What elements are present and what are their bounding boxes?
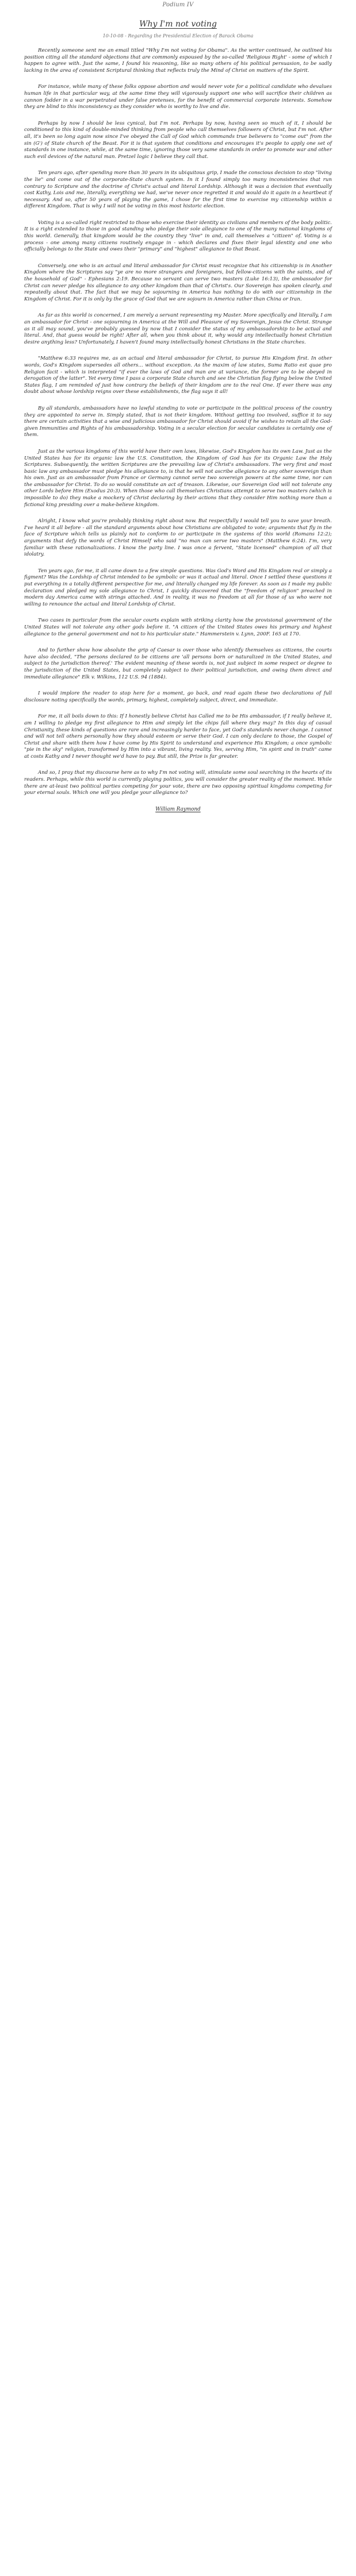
site-title: Podium IV bbox=[162, 2, 194, 8]
paragraph: As far as this world is concerned, I am merely a servant representing my Master. More specifically and literally, I am an ambassador for Christ - one sojourning in America at the Will and Pleasure of my Sovereign, Jesus the Christ. Strange as it all may sound, you've probably guessed by now that I consider the status of my ambassadorship to be actual and literal. And, that guess would be right! After all, when you think about it, why would any intellectually honest Christian desire anything less? Unfortunately, I haven't found many intellectually honest Christians in the State churches. bbox=[24, 313, 332, 345]
paragraph: Alright, I know what you're probably thinking right about now. But respectfully I would tell you to save your breath. I've heard it all before - all the standard arguments about how Christians are obligated to vote; arguments that fly in the face of Scripture which tells us plainly not to conform to or participate in the systems of this world (Romans 12:2); arguments that defy the words of Christ Himself who said "no man can serve two masters" (Matthew 6:24). I'm, very familiar with these rationalizations. I know the party line. I was once a fervent, "State licensed" champion of all that idolatry. bbox=[24, 518, 332, 558]
paragraph: And so, I pray that my discourse here as to why I'm not voting will, stimulate some soul searching in the hearts of its readers. Perhaps, while this world is currently playing politics, you will consider the greater reality of the moment. While there are at-least two political parties competing for your vote, there are two opposing spiritual kingdoms competing for your eternal souls. Which one will you pledge your allegiance to? bbox=[24, 770, 332, 796]
paragraph: For instance, while many of these folks oppose abortion and would never vote for a political candidate who devalues human life in that particular way, at the same time they will vigorously support one who will sacrifice their children as cannon fodder in a war perpetrated under false pretenses, for the benefit of commercial corporate interests. Somehow they are blind to this inconsistency as they consider who is worthy to live and die. bbox=[24, 84, 332, 110]
paragraph: Conversely, one who is an actual and literal ambassador for Christ must recognize that his citizenship is in Another Kingdom where the Scriptures say "ye are no more strangers and foreigners, but fellow-citizens with the saints, and of the household of God" - Ephesians 2:19. Because no servant can serve two masters (Luke 16:13), the ambassador for Christ can never pledge his allegiance to any other kingdom than that of Christ's. Our Sovereign has spoken clearly, and repeatedly about that. The fact that we may be sojourning in America has nothing to do with our citizenship in the Kingdom of Christ. For it is only by the grace of God that we are sojourn in America rather than China or Iran. bbox=[24, 263, 332, 302]
page bbox=[0, 0, 356, 826]
paragraph: For me, it all boils down to this: If I honestly believe Christ has Called me to be His ambassador, if I really believe it, am I willing to pledge my first allegiance to Him and simply let the chips fall where they may? In this day of casual Christianity, these kinds of questions are rare and increasingly harder to face, yet God's standards never change. I cannot and will not tell others personally how they should esteem or serve their God. I can only declare to those, the Gospel of Christ and share with them how I have come by His Spirit to understand and experience His Kingdom; a once symbolic "pie in the sky" religion, transformed by Him into a vibrant, living reality. Yes, serving Him, "in spirit and in truth" came at costs Kathy and I never thought we'd have to pay. But still, the Prize is far greater. bbox=[24, 714, 332, 759]
paragraph: Recently someone sent me an email titled "Why I'm not voting for Obama". As the writer continued, he outlined his position citing all the standard objections that are commonly espoused by the so-called 'Religious Right' - some of which I happen to agree with. Just the same, I found his reasoning, like so many others of his political persuasion, to be sadly lacking in the area of consistent Scriptural thinking that reflects truly the Mind of Christ on matters of the Spirit. bbox=[24, 48, 332, 74]
paragraph: Two cases in particular from the secular courts explain with striking clarity how the provisional government of the United States will not tolerate any other gods before it. "A citizen of the United States owes his primary and highest allegiance to the general government and not to his particular state." Hammerstein v. Lynn, 200F. 165 at 170. bbox=[24, 618, 332, 637]
paragraph: Perhaps by now I should be less cynical, but I'm not. Perhaps by now, having seen so much of it, I should be conditioned to this kind of double-minded thinking from people who call themselves followers of Christ, but I'm not. After all, it's been so long again now since I've obeyed the Call of God which commands true believers to "come out" from the sin (G') of State church of the Beast. For it is that system that conditions and encourages it's people to apply one set of standards in one instance, while, at the same time, ignoring those very same standards in order to promote war and other such evil devices of the natural man. Pretzel logic I believe they call that. bbox=[24, 120, 332, 160]
post-meta: 10-10-08 - Regarding the Presidential Election of Barack Obama bbox=[102, 33, 254, 38]
post-title: Why I'm not voting bbox=[139, 20, 217, 29]
paragraph: By all standards, ambassadors have no lawful standing to vote or participate in the political process of the country they are appointed to serve in. Simply stated, that is not their kingdom. Without getting too involved, suffice it to say there are certain activities that a wise and judicious ambassador for Christ should avoid if he wishes to retain all the God-given Immunities and Rights of his ambassadorship. Voting in a secular election for secular candidates is certainly one of them. bbox=[24, 405, 332, 438]
paragraph: I would implore the reader to stop here for a moment, go back, and read again these two declarations of full disclosure noting specifically the words, primary, highest, completely subject, direct, and immediate. bbox=[24, 691, 332, 703]
author-name: William Raymond bbox=[155, 806, 201, 812]
paragraph: Ten years ago, for me, it all came down to a few simple questions. Was God's Word and His Kingdom real or simply a figment? Was the Lordship of Christ intended to be symbolic or was it actual and literal. Once I settled these questions it put everything in a totally different perspective for me, and literally changed my life forever. As soon as I made my public declaration and pledged my sole allegiance to Christ, I quickly discovered that the "freedom of religion" preached in modern day America came with strings attached. And in reality, it was no freedom at all for those of us who were not willing to renounce the actual and literal Lordship of Christ. bbox=[24, 568, 332, 607]
paragraph: Just as the various kingdoms of this world have their own laws, likewise, God's Kingdom has its own Law. Just as the United States has for its organic law the U.S. Constitution, the Kingdom of God has for its Organic Law the Holy Scriptures. Subsequently, the written Scriptures are the prevailing law of Christ's ambassadors. The very first and most basic law any ambassador must pledge his allegiance to, is that he will not ascribe allegiance to any other sovereign than his own. Just as an ambassador from France or Germany cannot serve two sovereign powers at the same time, nor can the ambassador for Christ. To do so would constitute an act of treason. Likewise, our Sovereign God will not tolerate any other Lords before Him (Exodus 20:3). When those who call themselves Christians attempt to serve two masters (which is impossible to do) they make a mockery of Christ declaring by their actions that they consider Him nothing more than a fictional king presiding over a make-believe kingdom. bbox=[24, 448, 332, 508]
paragraph: Voting is a so-called right restricted to those who exercise their identity as civilians and members of the body politic. It is a right extended to those in good standing who pledge their sole allegiance to one of the many national kingdoms of this world. Generally, that kingdom would be the country they "live" in and, call themselves a "citizen" of. Voting is a process - one among many citizens routinely engage in - which declares and fixes their legal identity and one who officially belongs to the State and owes their "primary" and "highest" allegiance to that Beast. bbox=[24, 219, 332, 253]
article-body bbox=[24, 48, 332, 797]
author-signature bbox=[24, 807, 332, 812]
paragraph: "Matthew 6:33 requires me, as an actual and literal ambassador for Christ, to pursue His Kingdom first. In other words, God's Kingdom supersedes all others... without exception. As the maxim of law states, Suma Ratio est quae pro Religion facit - which is interpreted "if ever the laws of God and man are at variance, the former are to be obeyed in derogation of the latter". Yet every time I pass a corporate State church and see the Christian flag flying below the United States flag, I am reminded of just how contrary the beliefs of their kingdom are to the real One. If ever there was any doubt about whose lordship reigns over these establishments, the flag says it all! bbox=[24, 356, 332, 395]
paragraph: Ten years ago, after spending more than 30 years in its ubiquitous grip, I made the conscious decision to stop "living the lie" and come out of the corporate-State church system. In it I found simply too many inconsistencies that run contrary to Scripture and the doctrine of Christ's actual and literal Lordship. Although it was a decision that eventually cost Kathy, Lois and me, literally, everything we had, we've never once regretted it and would do it again in a heartbeat if necessary. And so, after 50 years of playing the game, I chose for the first time to exercise my citizenship within a different Kingdom. That is why I will not be voting in this most historic election. bbox=[24, 170, 332, 210]
paragraph: And to further show how absolute the grip of Caesar is over those who identify themselves as citizens, the courts have also decided, "The persons declared to be citizens are 'all persons born or naturalized in the United States, and subject to the jurisdiction thereof.' The evident meaning of these words is, not just subject in some respect or degree to the jurisdiction of the United States, but completely subject to their political jurisdiction, and owing them direct and immediate allegiance" Elk v. Wilkins, 112 U.S. 94 (1884). bbox=[24, 647, 332, 680]
